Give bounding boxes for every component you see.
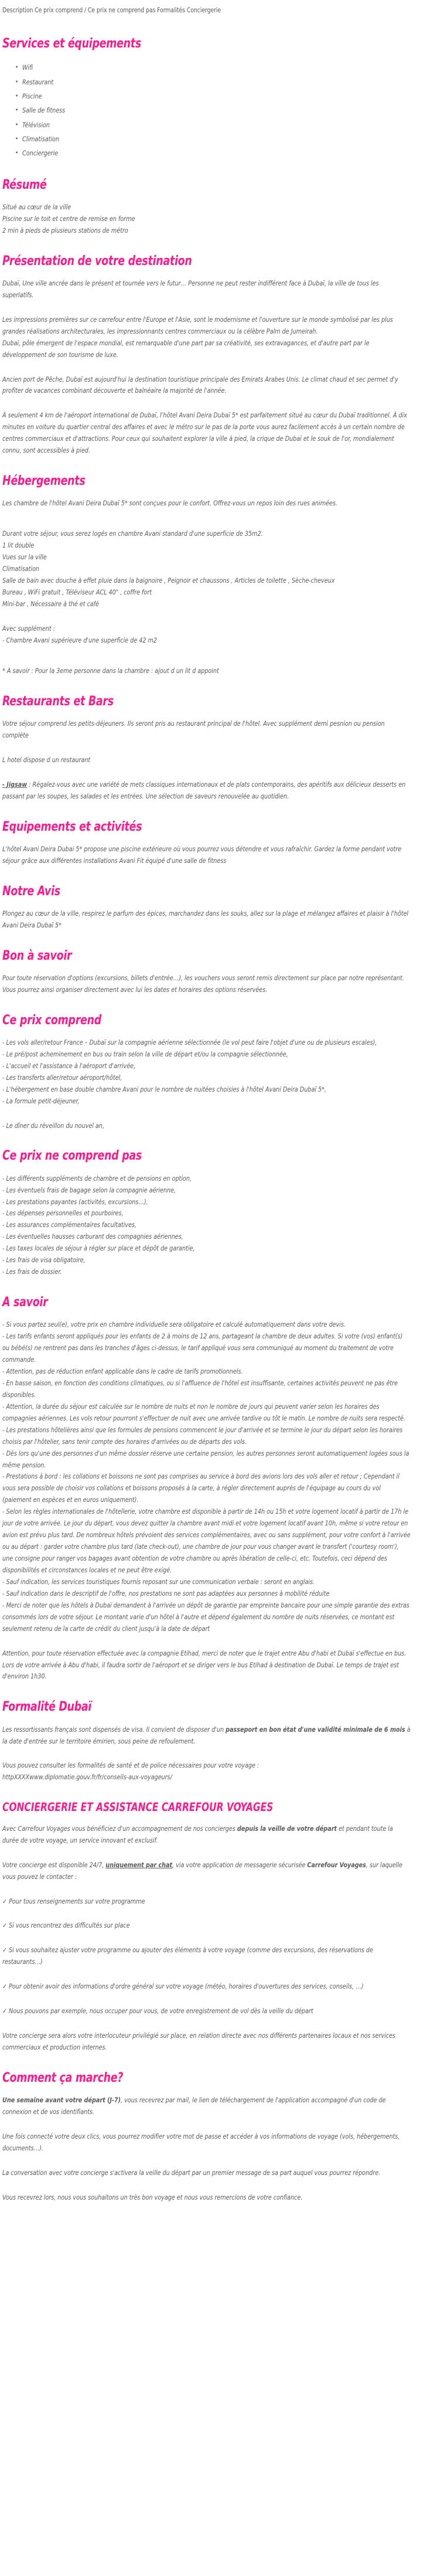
section-comment-ca-marche	[2, 2071, 442, 2204]
section-ce-prix-ne-comprend-pas	[2, 1149, 442, 1278]
included-item: - L'accueil et l'assistance à l'aéroport d'arrivée,	[2, 1061, 136, 1070]
included-item: - Les vols aller/retour France – Dubaï sur la compagnie aérienne sélectionnée (le vol peut faire l'objet d'une ou de plusieurs escales),	[2, 1038, 377, 1046]
section-title-conciergerie: CONCIERGERIE ET ASSISTANCE CARREFOUR VOYAGES	[2, 1800, 274, 1814]
conciergerie-check-item: ✓ Pour tous renseignements sur votre programme	[2, 1897, 145, 1905]
a-savoir-item: - Prestations à bord : les collations et boissons ne sont pas comprises au service à bord des avions lors des vols aller et retour ; Cependant il vous sera possible de choisir vos collations et boissons proposés à la carte, à régler directement auprès de l'équipage au cours du vol (paiement en espèces et en euros uniquement).	[2, 1472, 399, 1504]
list-item: • Piscine	[22, 89, 412, 103]
section-restaurants	[2, 695, 442, 803]
comment-paragraph: Une fois connecté votre deux clics, vous pourrez modifier votre mot de passe et accéder à vos informations de voyage (vols, hébergements, documents…).	[2, 2132, 400, 2153]
section-conciergerie	[2, 1801, 442, 2054]
section-title-comment-ca-marche: Comment ça marche?	[2, 2071, 124, 2086]
section-title-equipements: Equipements et activités	[2, 819, 142, 834]
breadcrumb: Description Ce prix comprend / Ce prix ne comprend pas Formalités Conciergerie	[2, 6, 221, 14]
section-title-notre-avis: Notre Avis	[2, 883, 60, 899]
hebergement-line: Durant votre séjour, vous serez logés en chambre Avani standard d'une superficie de 35m2.	[2, 529, 263, 538]
conciergerie-check-item: ✓ Pour obtenir avoir des informations d'ordre général sur votre voyage (météo, horaires d'ouvertures des services, conseils, …)	[2, 1982, 364, 1991]
conciergerie-check-item: ✓ Si vous rencontrez des difficultés sur place	[2, 1921, 130, 1930]
excluded-item: - Les éventuelles hausses carburant des compagnies aériennes,	[2, 1232, 183, 1241]
comment-paragraph	[2, 2095, 411, 2118]
list-item: • Conciergerie	[22, 146, 412, 160]
conciergerie-intro-bold: depuis la veille de votre départ	[237, 1824, 337, 1833]
section-presentation	[2, 254, 442, 457]
excluded-item: - Les frais de dossier.	[2, 1267, 62, 1276]
a-savoir-item: - Merci de noter que les hôtels à Dubaï demandent à l'arrivée un dépôt de garantie par empreinte bancaire pour une simple garantie des extras consommés lors de votre séjour. Le montant varie d'un hôtel à l'autre et dépend également du nombre de nuits réservées, ce montant est seulement retenu de la carte de crédit du client jusqu'à la date de départ	[2, 1600, 409, 1633]
section-title-formalite: Formalité Dubaï	[2, 1700, 92, 1715]
comment-paragraph: Vous recevrez lors, nous vous souhaitons un très bon voyage et nous vous remercions de votre confiance.	[2, 2193, 303, 2201]
availability-mid: , via votre application de messagerie sécurisée	[172, 1860, 308, 1869]
formalite-paragraph	[2, 1724, 411, 1748]
a-savoir-item: - Attention, pas de réduction enfant applicable dans le cadre de tarifs promotionnels.	[2, 1367, 243, 1376]
resume-line: Piscine sur le toit et centre de remise en forme	[2, 214, 135, 223]
section-title-presentation: Présentation de votre destination	[2, 253, 192, 269]
a-savoir-item: - Si vous partez seul(e), votre prix en chambre individuelle sera obligatoire et calculé automatiquement dans votre devis.	[2, 1320, 346, 1329]
comment-paragraph: La conversation avec votre concierge s'activera la veille du départ par un premier message de sa part auquel vous pourrez répondre.	[2, 2168, 381, 2177]
a-savoir-item: - En basse saison, en fonction des conditions climatiques, ou si l'affluence de l'hôtel est insuffisante, certaines activités peuvent ne pas être disponibles.	[2, 1378, 398, 1399]
included-item: - La formule petit-déjeuner,	[2, 1096, 80, 1105]
included-item-extra: - Le dîner du réveillon du nouvel an,	[2, 1121, 104, 1130]
presentation-paragraph: Ancien port de Pêche, Dubaï est aujourd'hui la destination touristique principale des Emirats Arabes Unis. Le climat chaud et sec permet d'y profiter de vacances combinant découverte et balnéaire la majorité de l'année.	[2, 375, 398, 395]
list-item: • Climatisation	[22, 132, 412, 146]
hebergement-line: Bureau , WiFi gratuit , Téléviseur ACL 40" , coffre fort	[2, 587, 152, 596]
section-notre-avis	[2, 885, 442, 932]
conciergerie-intro-before: Avec Carrefour Voyages vous bénéficiez d'un accompagnement de nos concierges	[2, 1824, 237, 1833]
hebergements-intro: Les chambre de l'hôtel Avani Deira Dubaï 5* sont conçues pour le confort. Offrez-vous un repos loin des rues animées.	[2, 499, 337, 508]
presentation-paragraph: Dubaï, Une ville ancrée dans le présent et tournée vers le futur… Personne ne peut rester indifférent face à Dubaï, la ville de tous les superlatifs.	[2, 278, 379, 299]
resume-line: 2 min à pieds de plusieurs stations de métro	[2, 226, 128, 235]
formalite-text-before: Les ressortissants français sont dispensés de visa. Il convient de disposer d'un	[2, 1725, 226, 1734]
list-item: • Télévision	[22, 118, 412, 132]
hebergement-line: Climatisation	[2, 565, 40, 573]
conciergerie-outro: Votre concierge sera alors votre interlocuteur privilégié sur place, en relation directe avec nos différents partenaires locaux et nos services commerciaux et production internes.	[2, 2031, 395, 2052]
a-savoir-item: - Selon les règles internationales de l'hôtellerie, votre chambre est disponible à partir de 14h ou 15h et votre logement locatif à partir de 17h le jour de votre arrivée. Le jour du départ, vous devez quitter la chambre avant midi et votre logement locatif avant 10h, même si votre retour en avion est prévu plus tard. De nombreux hôtels prévoient des services complémentaires, avec ou sans supplément, pour votre confort à l'arrivée ou au départ : garder votre chambre plus tard (late check-out), une chambre de jour pour vous changer avant le transfert ('courtesy room'), une consigne pour ranger vos bagages avant obtention de votre chambre ou après libération de celle-ci, etc. Toutefois, ceci dépend des disponibilités et circonstances locales et ne peut être exigé.	[2, 1507, 411, 1574]
section-title-resume: Résumé	[2, 177, 47, 192]
conciergerie-check-item: ✓ Nous pouvons par exemple, nous occuper pour vous, de votre enregistrement de vol dès la veille du départ	[2, 2007, 313, 2016]
conciergerie-check-item: ✓ Si vous souhaitez ajuster votre programme ou ajouter des éléments à votre voyage (comme des excursions, des réservations de restaurants…)	[2, 1946, 373, 1966]
hebergement-line: 1 lit double	[2, 541, 35, 550]
restaurants-paragraph: L hotel dispose d un restaurant	[2, 755, 91, 764]
avis-paragraph: Plongez au cœur de la ville, respirez le parfum des épices, marchandez dans les souks, allez sur la plage et mélangez affaires et plaisir à l'hôtel Avani Deira Dubaï 5*	[2, 909, 409, 929]
formalite-text-after: à la date d'entrée sur le territoire émirien, sous peine de refoulement.	[2, 1725, 411, 1745]
presentation-paragraph: Dubaï, pôle émergent de l'espace mondial, est remarquable d'une part par sa créativité, ses extravagances, et d'autre part par le développement de son tourisme de luxe.	[2, 338, 370, 359]
presentation-paragraph: Les impressions premières sur ce carrefour entre l'Europe et l'Asie, sont le modernisme et l'ouverture sur le monde symbolisé par les plus grandes réalisations architecturales, les impressionnants centres commerciaux ou la célèbre Palm de Jumeirah.	[2, 315, 393, 335]
section-ce-prix-comprend	[2, 1014, 442, 1132]
list-item: • Wifi	[22, 60, 412, 74]
availability-after: , sur laquelle vous pouvez le contacter :	[2, 1860, 402, 1881]
included-item: - L'hébergement en base double chambre Avani pour le nombre de nuitées choisies à l'hôtel Avani Deira Dubaï 5*,	[2, 1085, 327, 1093]
section-title-bon-a-savoir: Bon à savoir	[2, 948, 72, 963]
section-title-a-savoir: A savoir	[2, 1295, 48, 1310]
excluded-item: - Les prestations payantes (activités, excursions…),	[2, 1197, 148, 1206]
conciergerie-availability	[2, 1860, 411, 1883]
section-title-services: Services et équipements	[2, 36, 141, 52]
excluded-item: - Les éventuels frais de bagage selon la compagnie aérienne,	[2, 1185, 176, 1194]
a-savoir-item: - Sauf indication, les services touristiques fournis reposant sur une communication verbale : seront en anglais.	[2, 1577, 315, 1586]
supplement-line: - Chambre Avani supérieure d'une superficie de 42 m2	[2, 635, 158, 644]
excluded-item: - Les dépenses personnelles et pourboires,	[2, 1209, 124, 1218]
included-item: - Les transferts aller/retour aéroport/hôtel,	[2, 1073, 122, 1082]
jigsaw-text: : Régalez-vous avec une variété de mets classiques internationaux et de plats contemporains, des apéritifs aux délicieux desserts en passant par les soupes, les salades et les entrées. Une sélection de saveurs renouvelée au quotidien.	[2, 780, 406, 800]
conciergerie-intro-after: et pendant toute la durée de votre voyage, un service innovant et exclusif.	[2, 1824, 393, 1844]
a-savoir-item: - Les prestations hôtelières ainsi que les formules de pensions commencent le jour d'arrivée et se termine le jour du départ selon les horaires choisis par l'hôtelier, sans tenir compte des horaires d'arrivées ou de départs des vols.	[2, 1425, 403, 1446]
section-a-savoir	[2, 1296, 442, 1683]
section-services	[2, 37, 442, 161]
section-title-restaurants: Restaurants et Bars	[2, 694, 114, 709]
comment-text-after: , vous recevrez par mail, le lien de téléchargement de l'application accompagné d'un code de connexion et de vos identifiants.	[2, 2096, 386, 2116]
list-item: • Restaurant	[22, 75, 412, 89]
comment-bold-lead: Une semaine avant votre départ (J-7)	[2, 2096, 121, 2105]
included-item: - Le pré/post acheminement en bus ou train selon la ville de départ et/ou la compagnie sélectionnée,	[2, 1049, 288, 1058]
availability-underline: uniquement par chat	[105, 1860, 173, 1869]
a-savoir-item: - Attention, la durée du séjour est calculée sur le nombre de nuits et non le nombre de jours qui peuvent varier selon les horaires des compagnies aériennes. Les vols retour pourront s'effectuer de nuit avec une arrivée tardive ou tôt le matin. Le nombre de nuits sera respecté.	[2, 1402, 405, 1422]
section-equipements	[2, 820, 442, 867]
section-hebergements	[2, 474, 442, 677]
hebergement-line: Vues sur la ville	[2, 553, 47, 562]
availability-brand: Carrefour Voyages	[307, 1860, 366, 1869]
excluded-item: - Les assurances complémentaires facultatives,	[2, 1221, 136, 1229]
conciergerie-intro	[2, 1823, 411, 1847]
list-item: • Salle de fitness	[22, 103, 412, 117]
presentation-paragraph: À seulement 4 km de l'aéroport international de Dubaï, l'hôtel Avani Deira Dubaï 5* est parfaitement situé au cœur du Dubaï traditionnel. À dix minutes en voiture du quartier central des affaires et avec le métro sur le pas de la porte vous aurez facilement accès à un certain nombre de centres commerciaux et d'attractions. Pour ceux qui souhaitent explorer la ville à pied, la crique de Dubaï et le souk de l'or, mondialement connu, sont accessibles à pied.	[2, 411, 407, 455]
restaurants-paragraph: Votre séjour comprend les petits-déjeuners. Ils seront pris au restaurant principal de l'hôtel. Avec supplément demi pesnion ou pension complète	[2, 719, 385, 739]
hebergement-line: Mini-bar , Nécessaire à thé et café	[2, 599, 99, 608]
excluded-item: - Les différents suppléments de chambre et de pensions en option,	[2, 1174, 192, 1182]
a-savoir-item: - Sauf indication dans le descriptif de l'offre, nos prestations ne sont pas adaptées aux personnes à mobilité réduite	[2, 1589, 330, 1598]
formalite-consult: Vous pouvez consulter les formalités de santé et de police nécessaires pour votre voyage :	[2, 1761, 259, 1770]
formalite-url[interactable]: httpXXXXwww.diplomatie.gouv.fr/fr/conseils-aux-voyageurs/	[2, 1773, 172, 1782]
section-title-ce-prix-ne-comprend-pas: Ce prix ne comprend pas	[2, 1148, 142, 1164]
hebergement-note: * A savoir : Pour la 3eme personne dans la chambre : ajout d un lit d appoint	[2, 666, 219, 675]
section-formalite	[2, 1700, 442, 1783]
availability-before: Votre concierge est disponible 24/7,	[2, 1860, 106, 1869]
section-bon-a-savoir	[2, 949, 442, 996]
a-savoir-attention: Attention, pour toute réservation effectuée avec la compagnie Etihad, merci de noter que le trajet entre Abu d'habi et Dubaï s'effectue en bus. Lors de votre arrivée à Abu d'habi, il faudra sortir de l'aéroport et se diriger vers le bus Etihad à destination de Dubaï. Le temps de trajet est d'environ 1h30.	[2, 1649, 407, 1681]
hebergement-line: Salle de bain avec douche à effet pluie dans la baignoire , Peignoir et chaussons , Articles de toilette , Sèche-cheveux	[2, 576, 335, 585]
excluded-item: - Les taxes locales de séjour à régler sur place et dépôt de garantie,	[2, 1244, 195, 1253]
excluded-item: - Les frais de visa obligatoire,	[2, 1256, 86, 1265]
jigsaw-label: - Jigsaw	[2, 780, 28, 789]
amenities-list	[2, 60, 442, 160]
a-savoir-item: - Les tarifs enfants seront appliqués pour les enfants de 2 à moins de 12 ans, partageant la chambre de deux adultes. Si votre (vos) enfant(s) ou bébé(s) ne rentrent pas dans les tranches d'âges ci-dessus, le tarif appliqué vous sera communiqué au moment du traitement de votre commande.	[2, 1332, 403, 1364]
resume-line: Situé au cœur de la ville	[2, 202, 71, 211]
equipements-paragraph: L'hôtel Avani Deira Dubai 5* propose une piscine extérieure où vous pourrez vous détendre et vous rafraîchir. Gardez la forme pendant votre séjour grâce aux différentes installations Avani Fit équipé d'une salle de fitness	[2, 844, 402, 865]
section-title-ce-prix-comprend: Ce prix comprend	[2, 1012, 101, 1028]
bon-a-savoir-paragraph: Pour toute réservation d'options (excursions, billets d'entrée…), les vouchers vous seront remis directement sur place par notre représentant.	[2, 973, 404, 982]
formalite-text-bold: passeport en bon état d'une validité minimale de 6 mois	[226, 1725, 405, 1734]
restaurant-jigsaw	[2, 779, 411, 803]
supplement-label: Avec supplément :	[2, 624, 55, 633]
section-title-hebergements: Hébergements	[2, 474, 86, 489]
section-resume	[2, 178, 442, 237]
a-savoir-item: - Dès lors qu'une des personnes d'un même dossier réserve une certaine pension, les autres personnes seront automatiquement logées sous la même pension.	[2, 1449, 409, 1469]
bon-a-savoir-paragraph: Vous pourrez ainsi organiser directement avec lui les dates et horaires des options réservées.	[2, 985, 268, 994]
